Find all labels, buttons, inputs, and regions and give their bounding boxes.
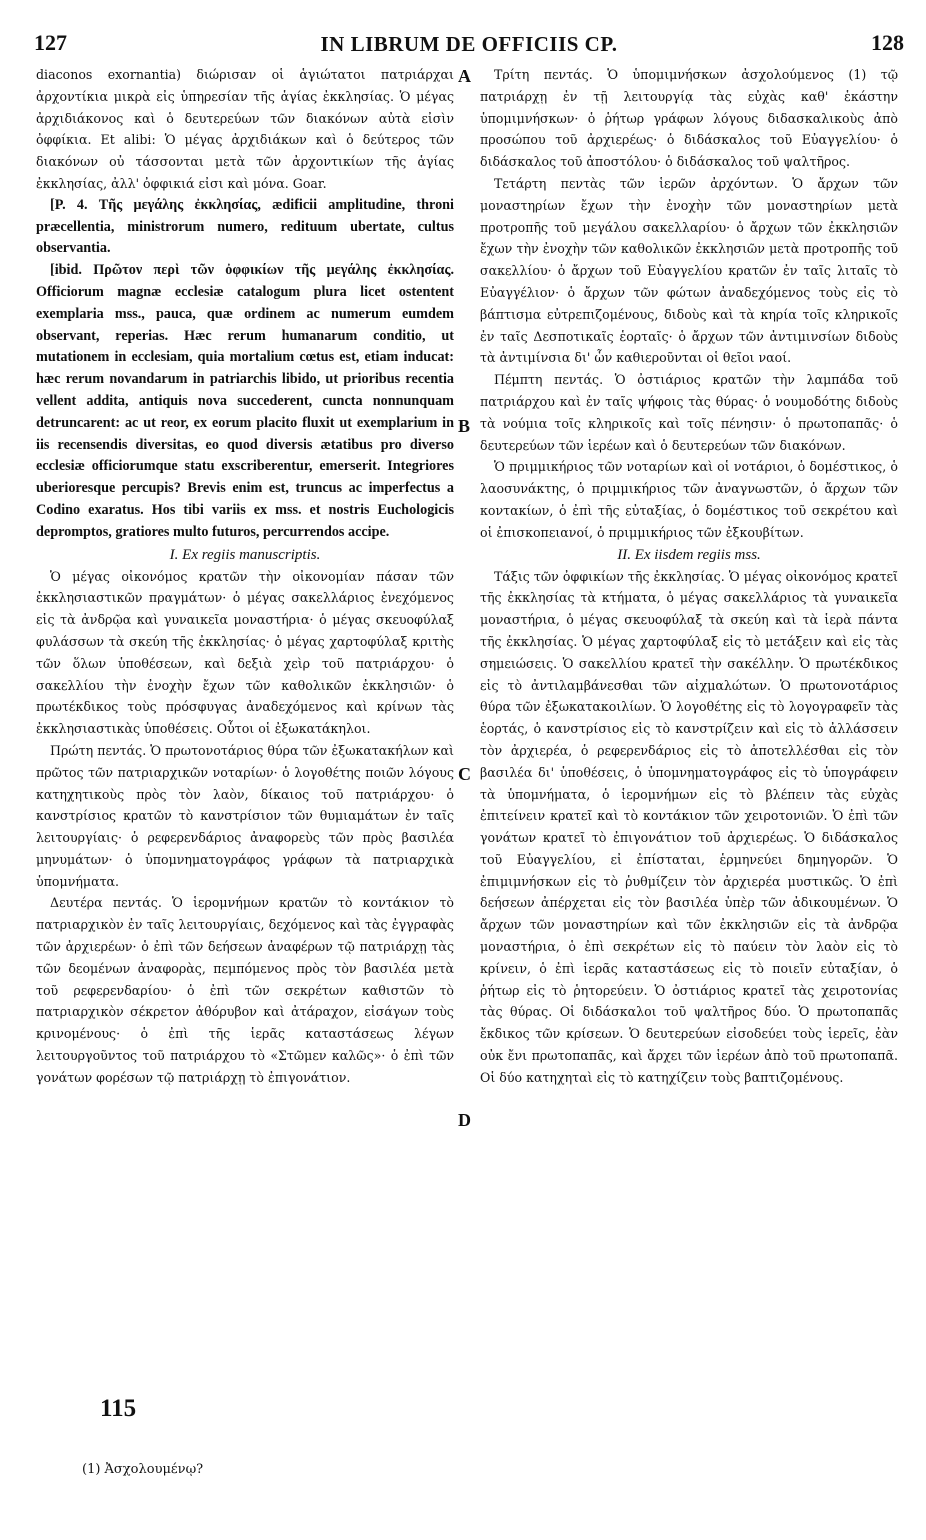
- page-number-left: 127: [34, 30, 67, 55]
- right-column: [480, 64, 898, 1089]
- left-column: [36, 64, 454, 1089]
- right-paragraph-3: Πέμπτη πεντάς. Ὁ ὀστιάριος κρατῶν τὴν λαμπάδα τοῦ πατριάρχου καὶ ἐν ταῖς ψήφοις τὰς θύρας· ὁ νουμοδότης διδοὺς τὰ νούμια τοῖς κληρικοῖς καὶ τοῖς πένησιν· ὁ πρωτοπαπᾶς· ὁ δευτερεύων τῶν ἱερέων καὶ ὁ δευτερεύων τῶν διακόνων.: [480, 372, 898, 453]
- footnote: (1) Ἀσχολουμένῳ?: [82, 1462, 204, 1477]
- section-heading-1: I. Ex regiis manuscriptis.: [169, 546, 321, 563]
- margin-marker-b: B: [458, 416, 471, 436]
- left-paragraph-5: Πρώτη πεντάς. Ὁ πρωτονοτάριος θύρα τῶν ἐξωκατακήλων καὶ πρῶτος τῶν πατριαρχικῶν νοταρίων· ὁ λογοθέτης ποιῶν λόγους κατηχητικοὺς πρὸς τὸν λαὸν, δίκαιος τοῦ πατριάρχου· ὁ κανστρίσιος κρατῶν τὸ κανστρίσιον τῶν θυμιαμάτων ἐν ταῖς λειτουργίαις· ὁ ρεφερενδάριος ἀναφορεὺς τῶν πρὸς βασιλέα μηνυμάτων· ὁ ὑπομνηματογράφος γράφων τὰ πατριαρχικὰ ὑπομνήματα.: [36, 742, 454, 889]
- left-paragraph-1: diaconos exornantia) διώρισαν οἱ ἁγιώτατοι πατριάρχαι ἀρχοντίκια μικρὰ εἰς ὑπηρεσίαν τῆς ἁγίας ἐκκλησίας. Ὁ μέγας ἀρχιδιάκονος καὶ ὁ δευτερεύων τῶν διακόνων αὐτὰ εἰσὶν ὀφφίκια. Et alibi: Ὁ μέγας ἀρχιδιάκων καὶ ὁ δεύτερος τῶν διακόνων οὐ τάσσονται μετὰ τῶν ἀρχοντικίων τῆς ἁγίας ἐκκλησίας, ἀλλ' ὀφφικιά εἰσι καὶ μόνα. Goar.: [36, 67, 454, 191]
- margin-marker-c: C: [458, 764, 471, 784]
- right-paragraph-2: Τετάρτη πεντὰς τῶν ἱερῶν ἀρχόντων. Ὁ ἄρχων τῶν μοναστηρίων ἔχων τὴν ἐνοχὴν τῶν μοναστηρίων μετὰ προτροπῆς τοῦ μεγάλου σακελλαρίου· ὁ ἄρχων τῶν ἐκκλησιῶν ἔχων τὴν ἐνοχὴν τῶν καθολικῶν ἐκκλησιῶν μετὰ προτροπῆς τοῦ σακελλίου· ὁ ἄρχων τοῦ Εὐαγγελίου κρατῶν ἐν ταῖς λιταῖς τὸ Εὐαγγέλιον· ὁ ἄρχων τῶν φώτων ἀναδεχόμενος τοὺς εἰς τὸ βάπτισμα εὐτρεπιζομένους, διδοὺς καὶ τὰ κηρία τοῖς κληρικοῖς ἐν ταῖς Δεσποτικαῖς ἑορταῖς· ὁ ἄρχων τῶν ἀντιμινσίων διδοὺς τὰ ἀντιμίνσια δι' ὧν καθιεροῦνται οἱ θεῖοι ναοί.: [480, 175, 898, 366]
- right-paragraph-5: Τάξις τῶν ὀφφικίων τῆς ἐκκλησίας. Ὁ μέγας οἰκονόμος κρατεῖ τῆς ἐκκλησίας τὰ κτήματα, ὁ μέγας σακελλάριος τὰ γυναικεῖα μοναστήρια, ὁ μέγας σκευοφύλαξ τὰ σκεύη καὶ τὰ ἱερὰ πάντα τῆς ἐκκλησίας. Ὁ μέγας χαρτοφύλαξ εἰς τὸ μετάξειν καὶ εἰς τὰς σημειώσεις. Ὁ σακελλίου κρατεῖ τὴν σακέλλην. Ὁ πρωτέκδικος εἰς τὸ ἀντιλαμβάνεσθαι τῶν αἰχμαλώτων. Ὁ πρωτονοτάριος θύρα τῶν ἐξωκατακοιλίων. Ὁ λογοθέτης εἰς τὸ λογογραφεῖν τὰς ἑορτάς, ὁ κανστρίσιος εἰς τὸ κανστρίζειν καὶ εἰς τὸ ἀλλάσσειν τὸν ἀρχιερέα, ὁ ρεφερενδάριος εἰς τὸ ἀποτελλέσθαι εἰς τὸν βασιλέα δι' ὑποθέσεις, ὁ ὑπομνηματογράφος εἰς τὸ ὑπογράφειν τὰ ὑπομνήματα, ὁ ἱερομνήμων εἰς τὸ βλέπειν τὰς εὐχὰς ἐπιτείνειν κρατεῖ καὶ τὸ κοντάκιον τῶν χειροτονιῶν. Ὁ ἐπὶ τῶν γονάτων κρατεῖ τὸ ἐπιγονάτιον τοῦ ἀρχιερέως. Ὁ διδάσκαλος τοῦ Εὐαγγελίου, εἰ ἐπίσταται, ἑρμηνεύει δημηγορῶν. Ὁ ἐπιμιμνήσκων εἰς τὸ ῥυθμίζειν τὸν ἀρχιερέα μυστικῶς. Ὁ ἐπὶ δεήσεων ἀπέρχεται εἰς τὸν βασιλέα ὑπὲρ τῶν ἀδικουμένων. Ὁ ἄρχων τῶν μοναστηρίων καὶ τῶν ἐκκλησιῶν εἰς τὰ ἀνδρῷα μοναστήρια, ὁ ἐπὶ σεκρέτων εἰς τὸ παύειν τὸν λαὸν εἰς τὸ κρίνειν, ὁ ἐπὶ ἱερᾶς καταστάσεως εἰς τὸ ποιεῖν εὐταξίαν, ὁ ῥήτωρ εἰς τὸ ῥητορεύειν. Ὁ ὀστιάριος κρατεῖ τὰς χειροτονίας τὰς θύρας. Οἱ διδάσκαλοι τοῦ ψαλτῆρος δύο. Ὁ πρωτοπαπᾶς ἔκδικος τῶν κρίσεων. Ὁ δευτερεύων εἰσοδεύει τοὺς ἱερεῖς, ἐὰν οὐκ ἔνι πρωτοπαπᾶς, καὶ ἄρχει τῶν ἱερέων ἀπὸ τοῦ πρωτοπαπᾶ. Οἱ δύο κατηχηταὶ εἰς τὸ κατηχίζειν τοὺς βαπτιζομένους.: [480, 568, 898, 1085]
- running-title: IN LIBRUM DE OFFICIIS CP.: [320, 32, 618, 56]
- running-header: [34, 30, 904, 60]
- left-paragraph-6: Δευτέρα πεντάς. Ὁ ἱερομνήμων κρατῶν τὸ κοντάκιον τὸ πατριαρχικὸν ἐν ταῖς λειτουργίαις, δεχόμενος καὶ τὰς ἐγγραφὰς τῶν ἀρχιερέων· ὁ ἐπὶ τῶν δεήσεων ἀναφέρων τῷ πατριάρχῃ τὰς τῶν δεομένων ἀναφορὰς, πεμπόμενος πρὸς τὸν βασιλέα μετὰ τοῦ ρεφερενδαρίου· ὁ ἐπὶ τῶν σεκρέτων καθιστῶν τὸ πατριαρχικὸν σέκρετον ἀθόρυβον καὶ ἀτάραχον, εἰσάγων τοὺς κρινομένους· ὁ ἐπὶ τῆς ἱερᾶς καταστάσεως λέγων λειτουργοῦντος τοῦ πατριάρχου τὸ «Στῶμεν καλῶς»· ὁ ἐπὶ τῶν γονάτων φορέσων τῷ πατριάρχῃ τὸ ἐπιγονάτιον.: [36, 895, 454, 1085]
- margin-marker-a: A: [458, 66, 471, 86]
- right-paragraph-4: Ὁ πριμμικήριος τῶν νοταρίων καὶ οἱ νοτάριοι, ὁ δομέστικος, ὁ λαοσυνάκτης, ὁ πριμμικήριος τῶν ἀναγνωστῶν, ὁ ἄρχων τῶν κοντακίων, ὁ ἐπὶ τῆς εὐταξίας, ὁ δομέστικος τοῦ σεκρέτου καὶ οἱ ἐπισκοπειανοί, ὁ πριμμικήριος τῶν ἐξκουβίτων.: [480, 459, 898, 540]
- signature-mark: 115: [100, 1395, 137, 1422]
- left-paragraph-2: [P. 4. Τῆς μεγάλης ἐκκλησίας, ædificii amplitudine, throni præcellentia, ministrorum numero, redituum ubertate, cultus observantia.: [36, 196, 454, 257]
- margin-marker-d: D: [458, 1110, 471, 1130]
- right-paragraph-1: Τρίτη πεντάς. Ὁ ὑπομιμνήσκων ἀσχολούμενος (1) τῷ πατριάρχῃ ἐν τῇ λειτουργίᾳ τὰς εὐχὰς καθ' ἑκάστην ὑπομιμνήσκων· ὁ ῥήτωρ γράφων λόγους διδασκαλικοὺς ἀπὸ προσώπου τοῦ ἀρχιερέως· ὁ διδάσκαλος τοῦ Εὐαγγελίου· ὁ διδάσκαλος τοῦ ἀποστόλου· ὁ διδάσκαλος τοῦ ψαλτῆρος.: [480, 67, 898, 170]
- page-number-right: 128: [871, 30, 904, 55]
- section-heading-2: II. Ex iisdem regiis mss.: [617, 546, 761, 563]
- left-paragraph-3: [ibid. Πρῶτον περὶ τῶν ὀφφικίων τῆς μεγάλης ἐκκλησίας. Officiorum magnæ ecclesiæ catalogum plura licet ostentent exemplaria mss., pauca, quæ ordinem ac numerum eumdem observant, reperias. Hæc rerum humanarum conditio, ut mutationem in ecclesiam, quia mortalium cœtus est, etiam inducat: hæc rerum novandarum in patriarchis libido, ut prioribus recentia vellent addita, antiquis nova succederent, cuncta nonnunquam detruncarent: ac ut reor, ex eorum placito fluxit ut exemplarium in iis recensendis diversitas, eo quod diversis ætatibus pro diverso ecclesiæ officiorumque statu exscriberentur, emerserit. Integriores uberioresque percupis? Brevis enim est, truncus ac imperfectus a Codino exaratus. Hos tibi variis ex mss. et nostris Euchologicis depromptos, gratiores multo futuros, percurrendos accipe.: [36, 262, 454, 540]
- left-paragraph-4: Ὁ μέγας οἰκονόμος κρατῶν τὴν οἰκονομίαν πάσαν τῶν ἐκκλησιαστικῶν πραγμάτων· ὁ μέγας σακελλάριος ἐνεχόμενος εἰς τὰ ἀνδρῷα καὶ γυναικεῖα μοναστήρια· ὁ μέγας σκευοφύλαξ φυλάσσων τὰ σκεύη τῆς ἐκκλησίας· ὁ μέγας χαρτοφύλαξ κριτὴς τῶν ὅλων ὑποθέσεων, καὶ δεξιὰ χεὶρ τοῦ πατριάρχου· ὁ σακελλίου τὴν ἐνοχὴν ἔχων τῶν καθολικῶν ἐκκλησιῶν· ὁ πρωτέκδικος τοὺς πρόσφυγας ἀναδεχόμενος καὶ κρίνων τὰς ἐκκλησιαστικὰς ὑποθέσεις. Οὗτοι οἱ ἐξωκατάκηλοι.: [36, 568, 454, 737]
